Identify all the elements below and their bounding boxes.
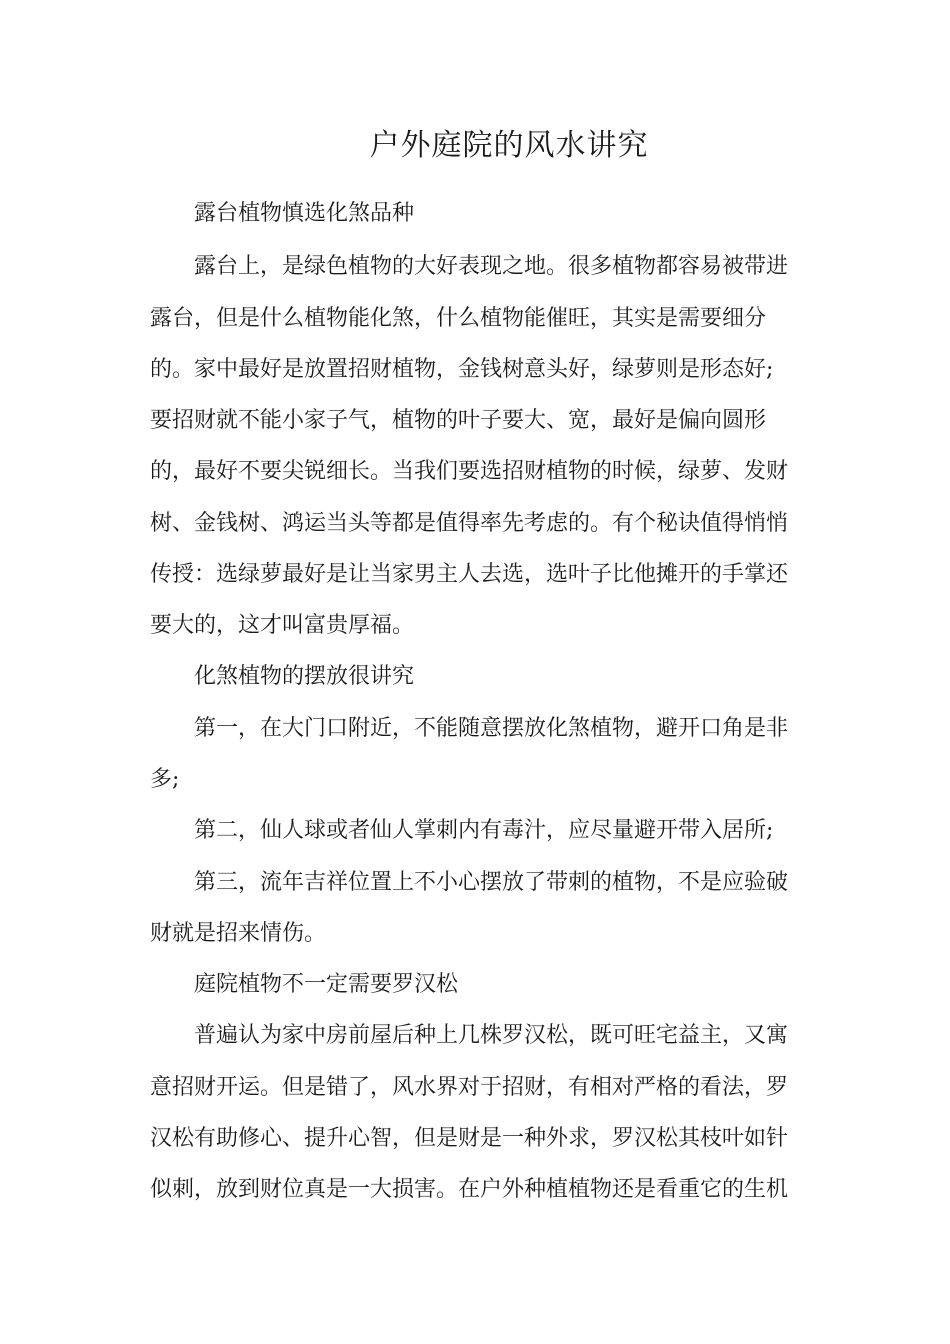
paragraph-line: 庭院植物不一定需要罗汉松 <box>194 972 459 997</box>
paragraph-line: 汉松有助修心、提升心智，但是财是一种外求，罗汉松其枝叶如针 <box>150 1126 789 1151</box>
paragraph-line: 化煞植物的摆放很讲究 <box>194 664 415 689</box>
paragraph-line: 第一，在大门口附近，不能随意摆放化煞植物，避开口角是非 <box>194 716 789 741</box>
paragraph-line: 要招财就不能小家子气，植物的叶子要大、宽，最好是偏向圆形 <box>150 408 767 433</box>
paragraph-line: 传授：选绿萝最好是让当家男主人去选，选叶子比他摊开的手掌还 <box>150 562 789 587</box>
paragraph-line: 普遍认为家中房前屋后种上几株罗汉松，既可旺宅益主，又寓 <box>194 1023 789 1048</box>
paragraph-line: 露台，但是什么植物能化煞，什么植物能催旺，其实是需要细分 <box>150 306 767 331</box>
paragraph-line: 露台上，是绿色植物的大好表现之地。很多植物都容易被带进 <box>194 254 789 279</box>
paragraph-line: 的，最好不要尖锐细长。当我们要选招财植物的时候，绿萝、发财 <box>150 459 789 484</box>
paragraph-line: 露台植物慎选化煞品种 <box>194 201 415 226</box>
document-title: 户外庭院的风水讲究 <box>369 128 649 163</box>
paragraph-line: 似刺，放到财位真是一大损害。在户外种植植物还是看重它的生机 <box>150 1177 789 1202</box>
paragraph-line: 多; <box>150 767 180 792</box>
paragraph-line: 树、金钱树、鸿运当头等都是值得率先考虑的。有个秘诀值得悄悄 <box>150 511 789 536</box>
paragraph-line: 的。家中最好是放置招财植物，金钱树意头好，绿萝则是形态好; <box>150 357 774 382</box>
paragraph-line: 要大的，这才叫富贵厚福。 <box>150 613 415 638</box>
paragraph-line: 第三，流年吉祥位置上不小心摆放了带刺的植物，不是应验破 <box>194 870 789 895</box>
paragraph-line: 财就是招来情伤。 <box>150 921 327 946</box>
paragraph-line: 第二，仙人球或者仙人掌刺内有毒汁，应尽量避开带入居所; <box>194 818 774 843</box>
paragraph-line: 意招财开运。但是错了，风水界对于招财，有相对严格的看法，罗 <box>150 1075 789 1100</box>
